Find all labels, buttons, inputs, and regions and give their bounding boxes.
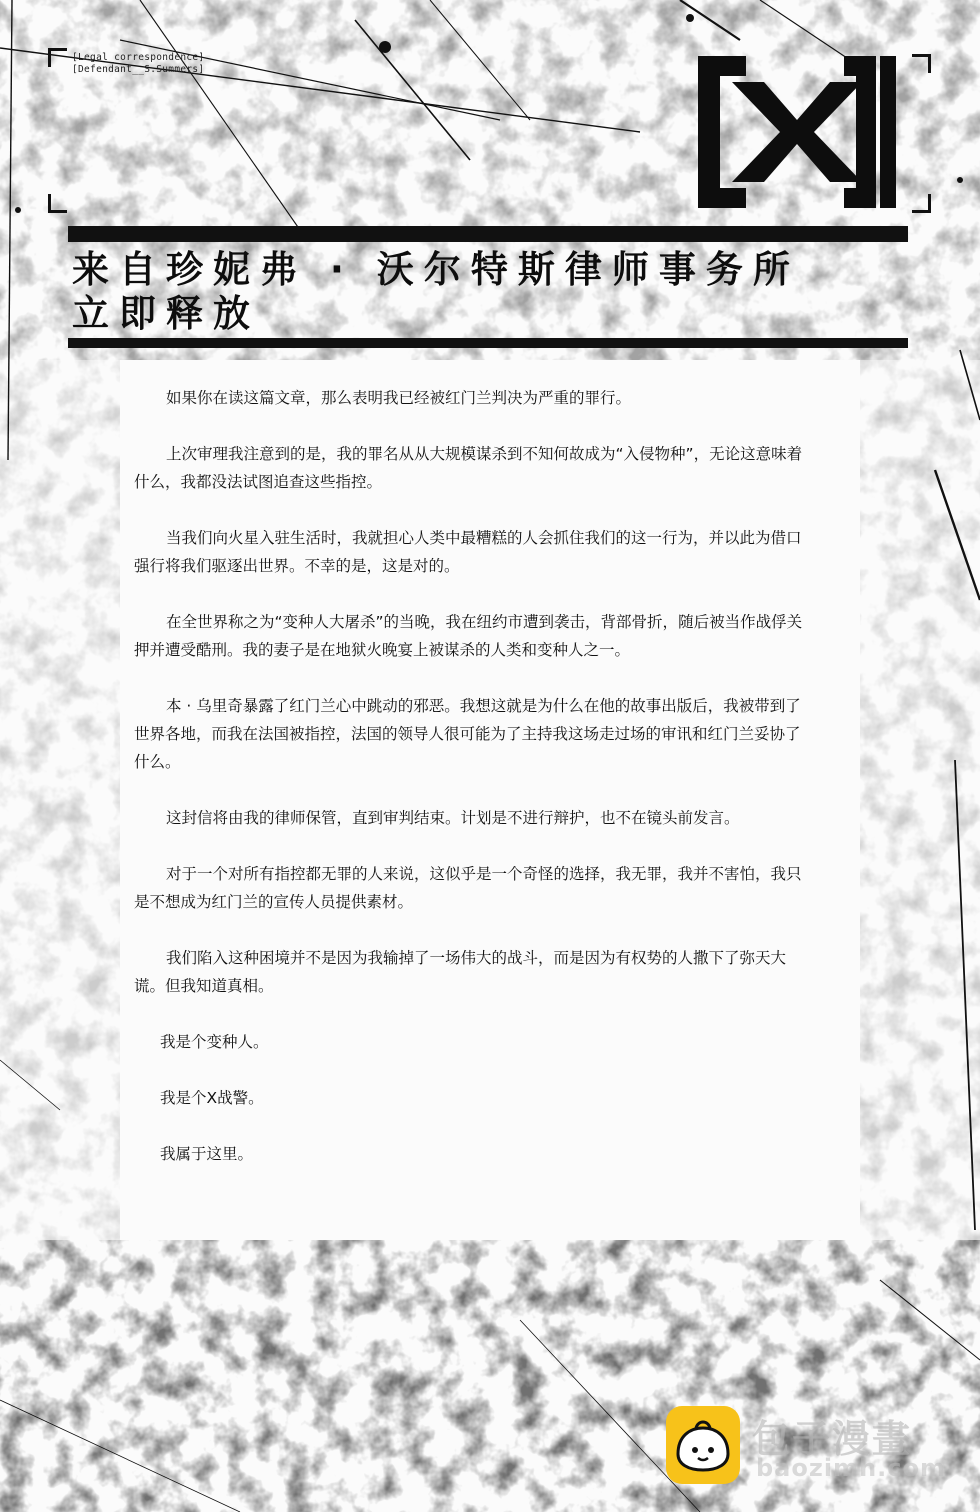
corner-bracket-top-right (912, 54, 931, 73)
watermark-url: baozimh.com (756, 1454, 946, 1482)
corner-bracket-bottom-left (48, 194, 67, 213)
letter-paragraph: 如果你在读这篇文章，那么表明我已经被红门兰判决为严重的罪行。 (166, 389, 632, 407)
header-rule-bottom (68, 338, 908, 348)
page-title (72, 248, 912, 336)
letter-paragraph: 上次审理我注意到的是，我的罪名从从大规模谋杀到不知何故成为“入侵物种”，无论这意味着什么，我都没法试图追查这些指控。 (134, 445, 803, 491)
header-rule-top (68, 226, 908, 242)
tag-line-defendant: [Defendant__S.Summers] (72, 64, 205, 75)
corner-bracket-top-left (48, 48, 67, 67)
letter-paragraph: 本 · 乌里奇暴露了红门兰心中跳动的邪恶。我想这就是为什么在他的故事出版后，我被带到了世界各地，而我在法国被指控，法国的领导人很可能为了主持我这场走过场的审讯和红门兰妥协了什么。 (134, 697, 801, 771)
letter-paragraph: 在全世界称之为“变种人大屠杀”的当晚，我在纽约市遭到袭击，背部骨折，随后被当作战俘关押并遭受酷刑。我的妻子是在地狱火晚宴上被谋杀的人类和变种人之一。 (134, 613, 803, 659)
title-line-firm: 来自珍妮弗 · 沃尔特斯律师事务所 (72, 248, 800, 291)
letter-body (134, 384, 804, 1196)
closing-line: 我属于这里。 (160, 1145, 254, 1163)
legal-correspondence-tag (72, 52, 204, 76)
letter-paragraph: 当我们向火星入驻生活时，我就担心人类中最糟糕的人会抓住我们的这一行为，并以此为借口强行将我们驱逐出世界。不幸的是，这是对的。 (134, 529, 802, 575)
title-line-release: 立即释放 (72, 292, 260, 335)
tag-line-correspondence: [Legal_correspondence] (72, 52, 205, 63)
site-watermark (664, 1404, 964, 1488)
closing-line: 我是个变种人。 (160, 1033, 269, 1051)
closing-line: 我是个X战警。 (160, 1089, 264, 1107)
x-men-logo-icon (694, 52, 900, 212)
bun-mascot-icon (666, 1406, 740, 1484)
letter-paragraph: 这封信将由我的律师保管，直到审判结束。计划是不进行辩护，也不在镜头前发言。 (166, 809, 740, 827)
watermark-brand: 包子漫畫 (752, 1417, 913, 1461)
corner-bracket-bottom-right (912, 194, 931, 213)
letter-paragraph: 我们陷入这种困境并不是因为我输掉了一场伟大的战斗，而是因为有权势的人撒下了弥天大谎。但我知道真相。 (134, 949, 787, 995)
letter-paragraph: 对于一个对所有指控都无罪的人来说，这似乎是一个奇怪的选择，我无罪，我并不害怕，我只是不想成为红门兰的宣传人员提供素材。 (134, 865, 802, 911)
